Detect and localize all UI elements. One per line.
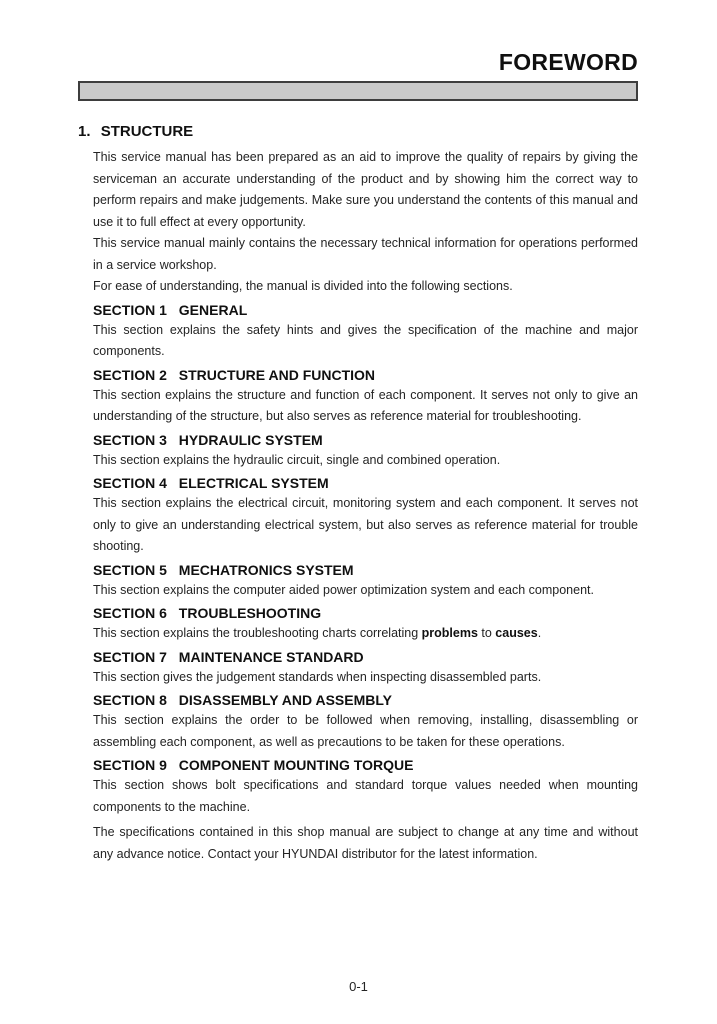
section-heading [93, 603, 638, 623]
section-body: This section explains the structure and function of each component. It serves not only to give an understanding of the structure, but also serves as reference material for troubleshooting. [93, 387, 638, 423]
title-underline-bar [78, 81, 638, 101]
section-block [93, 755, 638, 818]
section-number: SECTION 6 [93, 605, 167, 621]
section-block [93, 430, 638, 472]
page-number: 0-1 [349, 979, 368, 994]
section-title: GENERAL [178, 301, 248, 318]
section-title: COMPONENT MOUNTING TORQUE [178, 757, 414, 773]
section-title: MAINTENANCE STANDARD [178, 648, 364, 665]
section-title: DISASSEMBLY AND ASSEMBLY [178, 692, 392, 708]
structure-heading [78, 123, 638, 141]
section-body-text: This section explains the troubleshooting charts correlating [93, 626, 422, 640]
section-number: SECTION 7 [93, 648, 167, 665]
section-block [93, 690, 638, 753]
section-body [93, 623, 638, 645]
section-heading [93, 690, 638, 710]
section-number: SECTION 8 [93, 692, 167, 708]
section-body: This section explains the safety hints and gives the specification of the machine and major components. [93, 322, 638, 358]
closing-paragraph: The specifications contained in this shop manual are subject to change at any time and without any advance notice. Contact your HYUNDAI distributor for the latest information. [93, 825, 638, 861]
section-number: SECTION 3 [93, 431, 167, 448]
section-heading [93, 473, 638, 493]
section-body: This section shows bolt specifications and standard torque values needed when mounting components to the machine. [93, 778, 638, 814]
structure-heading-title: STRUCTURE [100, 123, 194, 140]
section-title: HYDRAULIC SYSTEM [178, 431, 323, 448]
body-column [93, 147, 638, 865]
intro-paragraph: This service manual has been prepared as an aid to improve the quality of repairs by giving the serviceman an accurate understanding of the product and by showing him the correct way to perform repairs and make judgements. Make sure you understand the contents of this manual and use it to full effect at every opportunity. [93, 150, 638, 229]
section-number: SECTION 5 [93, 561, 167, 578]
section-body-text: to [477, 626, 496, 640]
section-number: SECTION 1 [93, 301, 167, 318]
section-heading [93, 365, 638, 385]
section-heading [93, 755, 638, 775]
section-block [93, 560, 638, 602]
section-body: This section explains the computer aided power optimization system and each component. [93, 582, 594, 597]
section-heading [93, 430, 638, 450]
page-title: FOREWORD [498, 49, 638, 75]
section-title: STRUCTURE AND FUNCTION [178, 366, 376, 383]
structure-heading-number: 1. [78, 123, 91, 140]
section-heading [93, 560, 638, 580]
section-body: This section explains the hydraulic circuit, single and combined operation. [93, 452, 501, 467]
section-block [93, 603, 638, 645]
section-body-text: . [537, 626, 542, 640]
section-number: SECTION 4 [93, 475, 167, 491]
intro-paragraph: For ease of understanding, the manual is divided into the following sections. [93, 279, 513, 293]
section-title: TROUBLESHOOTING [178, 605, 322, 621]
section-heading [93, 647, 638, 667]
section-block [93, 473, 638, 558]
section-block [93, 365, 638, 428]
section-block [93, 647, 638, 689]
section-title: ELECTRICAL SYSTEM [178, 475, 329, 491]
intro-paragraphs [93, 147, 638, 298]
section-number: SECTION 9 [93, 757, 167, 773]
intro-paragraph: This service manual mainly contains the necessary technical information for operations performed in a service workshop. [93, 236, 638, 272]
section-body: This section explains the order to be followed when removing, installing, disassembling or assembling each component, as well as precautions to be taken for these operations. [93, 713, 638, 749]
section-heading [93, 300, 638, 320]
bold-word-causes: causes [495, 626, 538, 640]
section-number: SECTION 2 [93, 366, 167, 383]
section-body: This section explains the electrical circuit, monitoring system and each component. It serves not only to give an understanding electrical system, but also serves as reference material for trouble shooting. [93, 496, 638, 553]
bold-word-problems: problems [421, 626, 478, 640]
section-title: MECHATRONICS SYSTEM [178, 561, 354, 578]
section-body: This section gives the judgement standards when inspecting disassembled parts. [93, 669, 542, 684]
section-block [93, 300, 638, 363]
